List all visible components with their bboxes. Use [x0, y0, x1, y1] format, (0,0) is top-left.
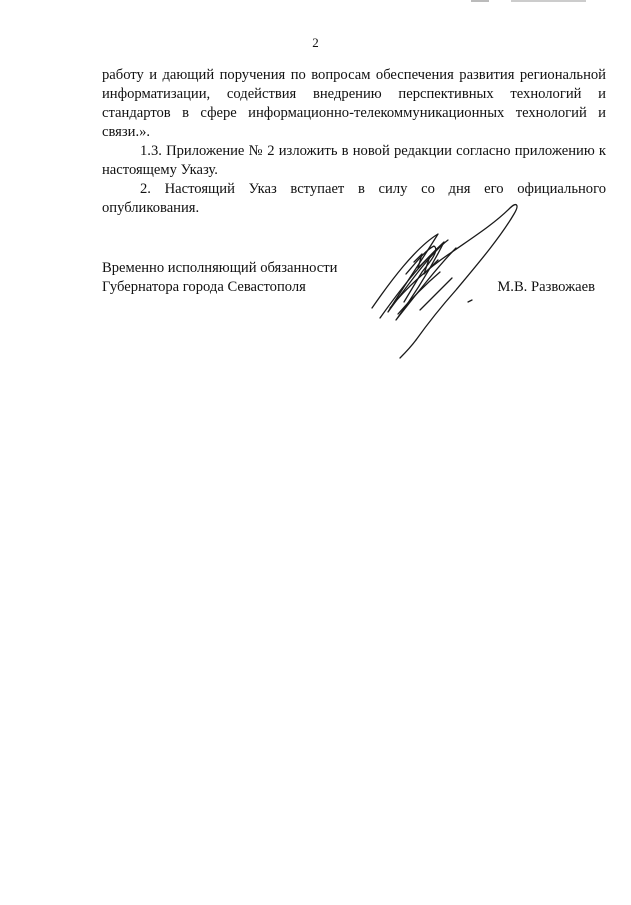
- signatory-name: М.В. Развожаев: [497, 279, 595, 295]
- paragraph-continuation: работу и дающий поручения по вопросам обеспечения развития региональной информатизации, содействия внедрению перспективных технологий и стандартов в сфере информационно-телекоммуникационных технологий и связи.».: [102, 67, 606, 140]
- paragraph-item-2: 2. Настоящий Указ вступает в силу со дня его официального опубликования.: [102, 181, 606, 216]
- signatory-title-line-2: Губернатора города Севастополя: [102, 279, 306, 295]
- signatory-title: [102, 259, 337, 297]
- document-body: [102, 66, 606, 218]
- scan-artifact: [471, 0, 591, 3]
- signatory-title-line-1: Временно исполняющий обязанности: [102, 260, 338, 276]
- page-number: 2: [312, 35, 319, 50]
- paragraph-item-1-3: 1.3. Приложение № 2 изложить в новой редакции согласно приложению к настоящему Указу.: [102, 143, 606, 178]
- handwritten-signature: [360, 190, 530, 360]
